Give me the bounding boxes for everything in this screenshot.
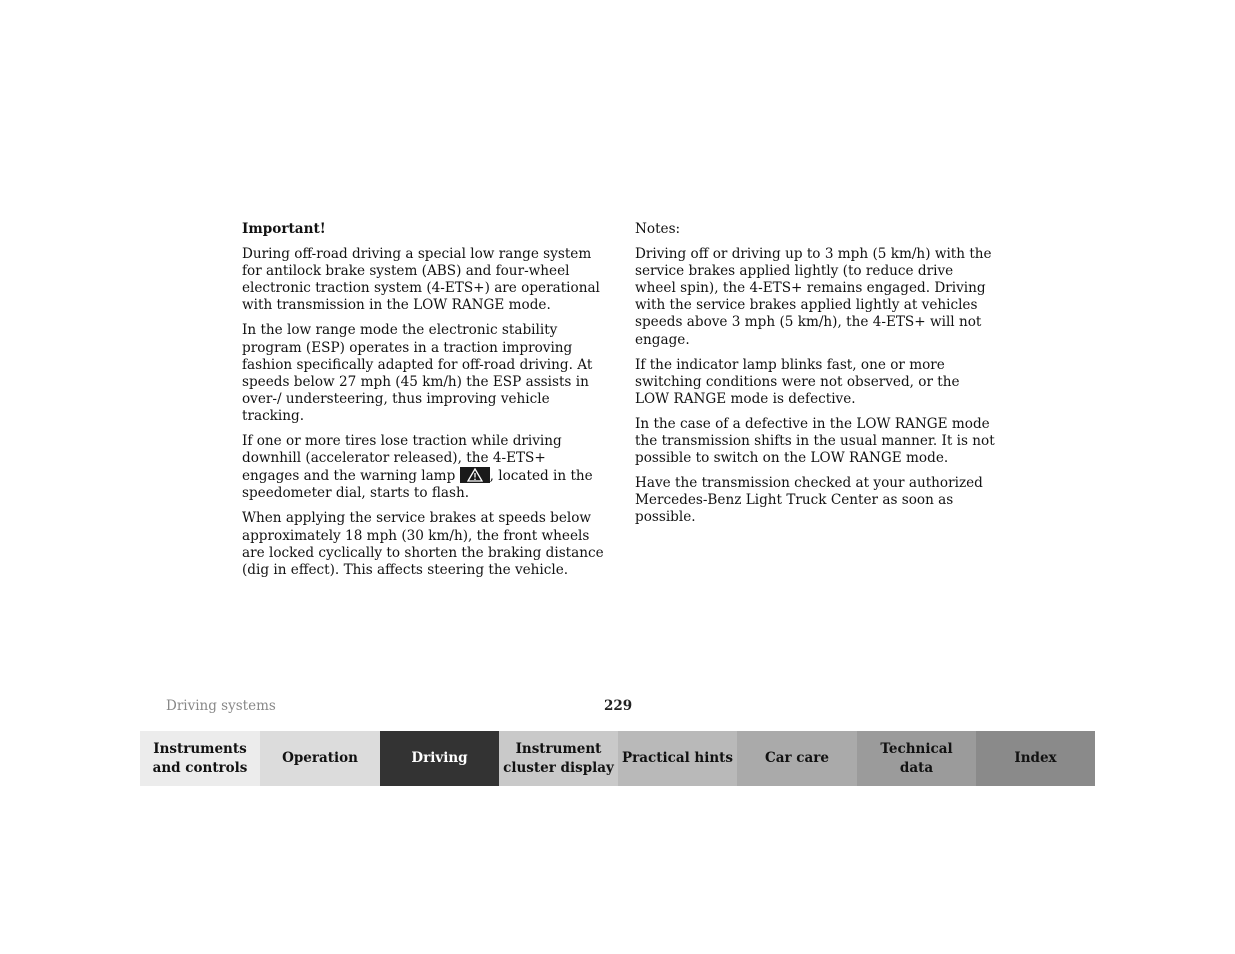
note-indicator-lamp: If the indicator lamp blinks fast, one or more switching conditions were not observed, or the LOW RANGE mode is defective.	[635, 356, 960, 407]
tab-driving[interactable]: Driving	[380, 731, 499, 786]
note-transmission-check: Have the transmission checked at your authorized Mercedes-Benz Light Truck Center as soon as possible.	[635, 475, 983, 526]
paragraph-offroad-abs: During off-road driving a special low range system for antilock brake system (ABS) and four-wheel electronic traction system (4-ETS+) are operational with transmission in the LOW RANGE mode.	[242, 246, 600, 314]
note-defective-low-range: In the case of a defective in the LOW RANGE mode the transmission shifts in the usual manner. It is not possible to switch on the LOW RANGE mode.	[635, 415, 995, 467]
lamp-text-before: If one or more tires lose traction while driving downhill (accelerator released), the 4-ETS+ engages and the warning lamp	[242, 433, 562, 485]
chapter-navigation	[140, 731, 1095, 786]
paragraph-service-brakes: When applying the service brakes at speeds below approximately 18 mph (30 km/h), the front wheels are locked cyclically to shorten the braking distance (dig in effect). This affects steering the vehicle.	[242, 510, 604, 578]
tab-operation[interactable]: Operation	[260, 731, 380, 786]
tab-index[interactable]: Index	[976, 731, 1095, 786]
left-column	[242, 221, 604, 587]
tab-car-care[interactable]: Car care	[737, 731, 857, 786]
paragraph-esp: In the low range mode the electronic stability program (ESP) operates in a traction improving fashion specifically adapted for off-road driving. At speeds below 27 mph (45 km/h) the ESP assists in over-/ understeering, thus improving vehicle tracking.	[242, 322, 593, 424]
page-number: 229	[604, 698, 633, 714]
notes-heading: Notes:	[635, 221, 681, 237]
tab-technical-data[interactable]: Technical data	[857, 731, 976, 786]
section-title: Driving systems	[166, 698, 276, 714]
warning-triangle-icon	[460, 467, 490, 483]
tab-instrument-cluster-display[interactable]: Instrument cluster display	[499, 731, 618, 786]
paragraph-4ets-downhill	[242, 433, 604, 502]
lamp-text-after: , located in the speedometer dial, starts to flash.	[242, 468, 593, 502]
note-driving-off: Driving off or driving up to 3 mph (5 km/h) with the service brakes applied lightly (to reduce drive wheel spin), the 4-ETS+ remains engaged. Driving with the service brakes applied lightly at vehicles speeds above 3 mph (5 km/h), the 4-ETS+ will not engage.	[635, 246, 992, 348]
tab-practical-hints[interactable]: Practical hints	[618, 731, 737, 786]
important-heading: Important!	[242, 221, 326, 237]
right-column	[635, 221, 997, 535]
tab-instruments-and-controls[interactable]: Instruments and controls	[140, 731, 260, 786]
